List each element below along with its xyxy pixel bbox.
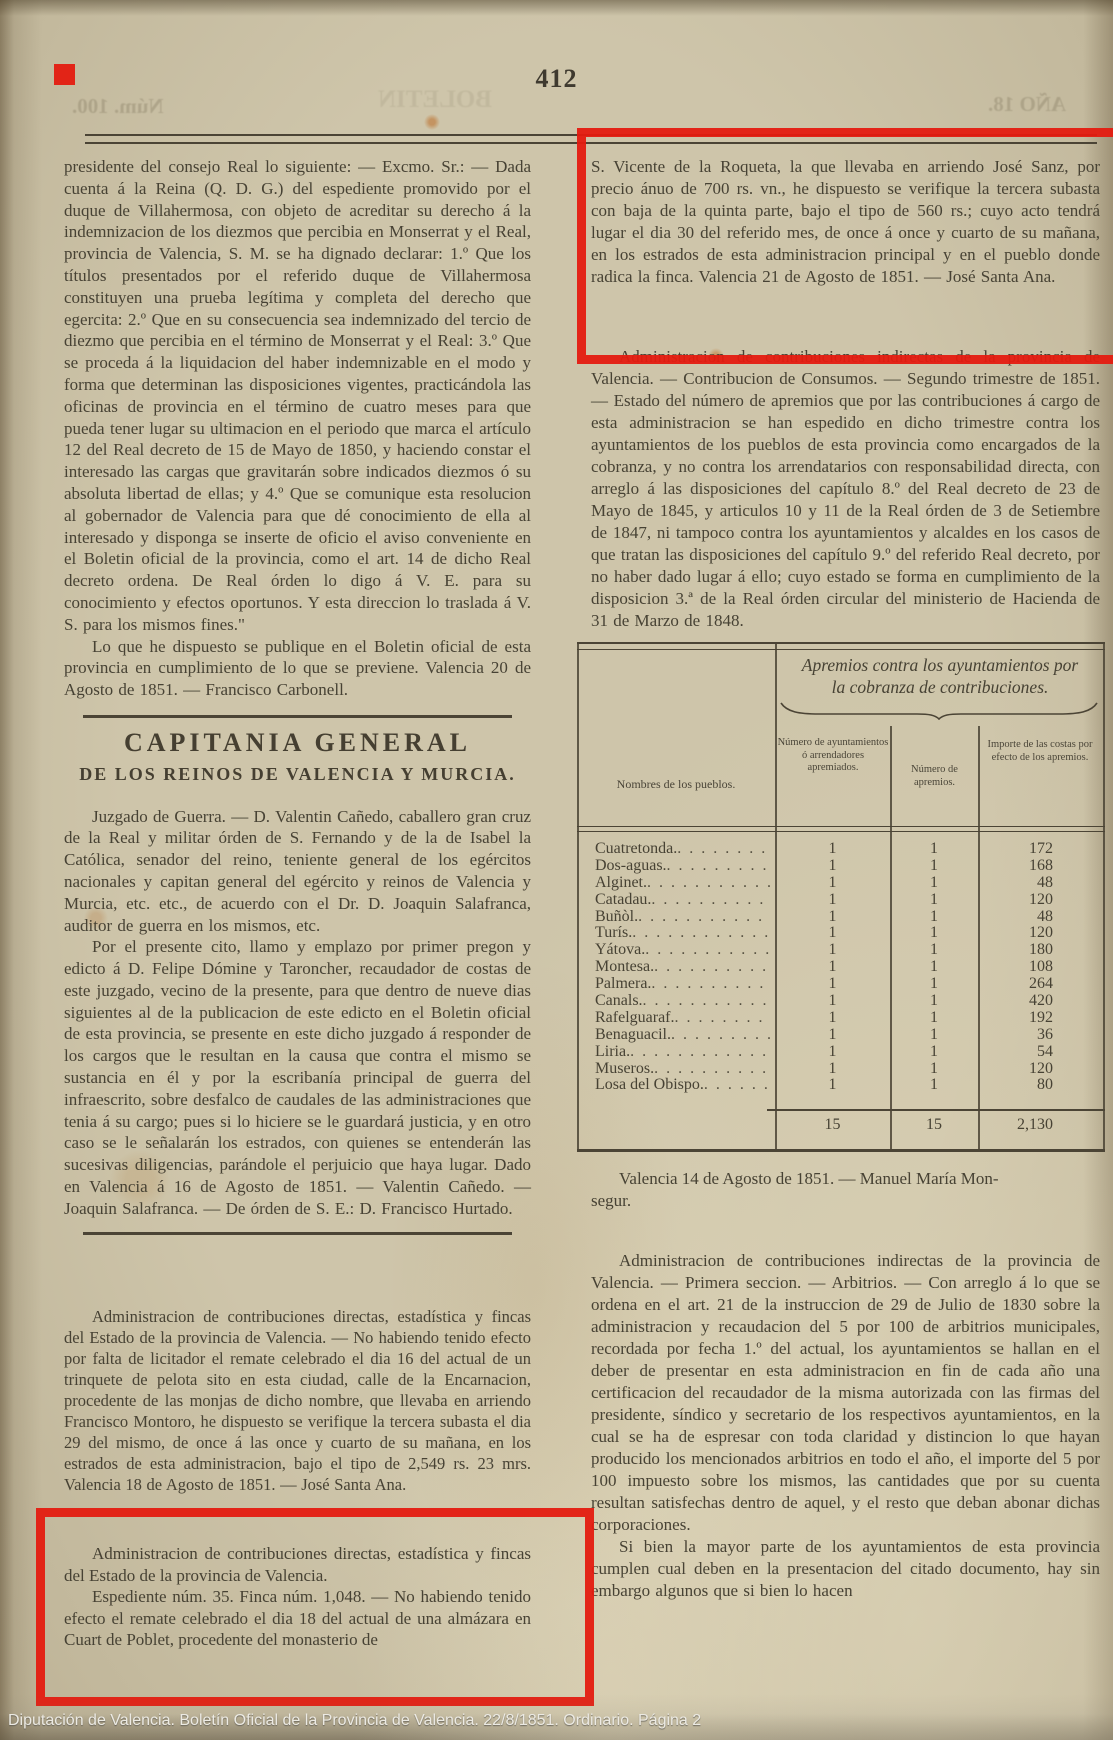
pueblo-name: Montesa. [595, 959, 655, 976]
table-cell: 108 [1029, 958, 1053, 976]
signature-block [591, 1168, 1100, 1212]
paragraph: Si bien la mayor parte de los ayuntamientos de esta provincia cumplen cual deben en la presentacion del citado documento, hay sin embargo algunos que si bien lo hacen [591, 1537, 1100, 1600]
span-header-line: la cobranza de contribuciones. [831, 677, 1049, 697]
table-cell: 48 [1037, 873, 1053, 891]
pueblo-name: Dos-aguas. [595, 857, 667, 874]
pueblo-name: Canals. [595, 993, 643, 1010]
footer-bar [0, 1694, 1113, 1740]
table-cell: 1 [930, 873, 938, 891]
table-cell: 1 [828, 924, 837, 942]
table-cell: 1 [828, 1059, 837, 1077]
dot-leader [654, 1061, 771, 1078]
table-cell: 120 [1029, 1059, 1053, 1077]
page-number: 412 [535, 64, 578, 93]
table-cell: 1 [930, 941, 938, 959]
table-top-rule [577, 642, 1105, 650]
left-column [64, 156, 531, 1235]
pueblo-name: Museros. [595, 1060, 655, 1077]
paragraph: Lo que he dispuesto se publique en el Boletin oficial de esta provincia en cumplimiento de lo que se previene. Valencia 20 de Agosto de 1851. — Francisco Carbonell. [64, 636, 531, 700]
dot-leader [647, 875, 771, 892]
table-row [577, 1010, 1105, 1027]
paragraph: Por el presente cito, llamo y emplazo por primer pregon y edicto á D. Felipe Dómine y Taroncher, recaudador de costas de este juzgado, vecino de la presente, para que dentro de nueve dias siguientes al de la publicacion de este edicto en el Boletin oficial de esta provincia, se presente en este dicho juzgado á responder de los cargos que le resultan en la causa que contra el mismo se sustancia en él y por la escribanía principal de guerra del infraescrito, sobre desfalco de caudales de las administraciones que tenia á su cargo; pues si lo hiciere se le guardará justicia, y en otro caso se le señalarán los estrados, con quienes se entenderán las sucesivas diligencias, parándole el perjuicio que haya lugar. Dado en Valencia á 16 de Agosto de 1851. — Valentin Cañedo. — Joaquin Salafranca. — De órden de S. E.: D. Francisco Hurtado. [64, 937, 531, 1218]
table-cell: 80 [1037, 1076, 1053, 1094]
section-divider-rule [83, 715, 513, 718]
total-importe: 2,130 [1017, 1116, 1053, 1133]
table-row [577, 1061, 1105, 1078]
bleed-through-text-center: BOLETIN [378, 86, 492, 113]
table-cell: 120 [1029, 924, 1053, 942]
dot-leader [654, 959, 771, 976]
table-cell: 1 [930, 856, 938, 874]
table-row [577, 993, 1105, 1010]
table-cell: 1 [930, 1025, 938, 1043]
dot-leader [651, 976, 771, 993]
masthead-rule [85, 134, 1097, 144]
column-header-pueblos: Nombres de los pueblos. [616, 777, 736, 791]
paragraph: presidente del consejo Real lo siguiente: — Excmo. Sr.: — Dada cuenta á la Reina (Q. D. G.) del espediente promovido por el duque de Villahermosa, con objeto de acreditar su derecho á la indemnizacion de los diezmos que percibia en Monserrat y el Real, provincia de Valencia, S. M. se ha dignado declarar: 1.º Que los títulos presentados por el referido duque de Villahermosa constituyen una prueba legítima y completa del derecho que egercita: 2.º Que en su consecuencia sea indemnizado del tercio de diezmo que percibia en el término de Monserrat y el Real: 3.º Que se proceda á la liquidacion del haber indemnizable en el modo y forma que determinan las disposiciones vigentes, practicándola las oficinas de provincia en el término de cuatro meses para que pueda tener lugar su ultimacion en el periodo que marca el artículo 12 del Real decreto de 15 de Mayo de 1850, y haciendo constar el interesado las cargas que gravitarán sobre indicados diezmos ó su absoluta libertad de ellas; y 4.º Que se comunique esta resolucion al gobernador de Valencia para que dé conocimiento de ella al interesado y disponga se inserte de oficio el aviso conveniente en el Boletin oficial de la provincia, como el art. 14 de dicho Real decreto ordena. De Real órden lo digo á V. E. para su conocimiento y efectos oportunos. Y esta direccion lo traslada á V. S. para los mismos fines." [64, 157, 531, 634]
table-cell: 1 [930, 992, 938, 1010]
table-row [577, 1044, 1105, 1061]
apremios-table [577, 642, 1105, 1154]
table-row [577, 875, 1105, 892]
table-cell: 1 [828, 992, 837, 1010]
table-cell: 36 [1037, 1025, 1053, 1043]
table-cell: 1 [930, 975, 938, 993]
dot-leader [704, 1077, 771, 1094]
table-cell: 1 [930, 907, 938, 925]
table-cell: 1 [930, 958, 938, 976]
pueblo-name: Benaguacil. [595, 1026, 671, 1043]
dot-leader [643, 993, 771, 1010]
signature-line: segur. [591, 1191, 632, 1210]
table-cell: 1 [828, 1042, 837, 1060]
paragraph: Administracion de contribuciones indirectas de la provincia de Valencia. — Contribucion de Consumos. — Segundo trimestre de 1851. — Estado del número de apremios que por las contribuciones á cargo de esta administracion se han espedido en dicho trimestre contra los ayuntamientos de los pueblos de esta provincia como encargados de la cobranza, y no contra los arrendatarios con responsabilidad directa, con arreglo á las disposiciones del capítulo 8.º del Real decreto de 23 de Mayo de 1845, y articulos 10 y 11 de la Real órden de 3 de Setiembre de 1847, ni tampoco contra los ayuntamientos y alcaldes en los casos de que tratan las disposiciones del capítulo 9.º del referido Real decreto, por no haber dado lugar á ello; cuyo estado se forma en cumplimiento de la disposicion 3.ª de la Real órden circular del ministerio de Hacienda de 31 de Marzo de 1848. [591, 347, 1100, 630]
pueblo-name: Catadau. [595, 891, 652, 908]
paragraph: Administracion de contribuciones directas, estadística y fincas del Estado de la provincia de Valencia. — No habiendo tenido efecto por falta de licitador el remate celebrado el dia 16 del actual de un trinquete de pelota sito en esta ciudad, calle de la Encarnacion, procedente de las monjas de dicho nombre, que llevaba en arriendo Francisco Montoro, he dispuesto se verifique la tercera subasta el dia 29 del mismo, de once á las once y cuarto de su mañana, en los estrados de esta administracion, bajo el tipo de 2,549 rs. 23 mrs. Valencia 18 de Agosto de 1851. — José Santa Ana. [64, 1307, 531, 1494]
table-cell: 1 [828, 873, 837, 891]
paragraph: Juzgado de Guerra. — D. Valentin Cañedo, caballero gran cruz de la Real y militar órden de S. Fernando y de la de Isabel la Católica, senador del reino, teniente general de los egércitos nacionales y capitan general del egército y reinos de Valencia y Murcia, etc. etc., de acuerdo con el Dr. D. Joaquin Salafranca, auditor de guerra en los mismos, etc. [64, 806, 531, 935]
annotation-red-marker [54, 64, 75, 85]
table-cell: 1 [828, 958, 837, 976]
table-cell: 1 [930, 1008, 938, 1026]
pueblo-name: Liria. [595, 1043, 631, 1060]
pueblo-name: Palmera. [595, 976, 652, 993]
column-header-apremios: Número de apremios. [911, 764, 958, 788]
paragraph: Administracion de contribuciones indirectas de la provincia de Valencia. — Primera seccion. — Arbitrios. — Con arreglo á lo que se ordena en el art. 21 de la instruccion de 29 de Julio de 1830 sobre la administracion y recaudacion del 5 por 100 de arbitrios municipales, recordada por fecha 1.º del actual, los ayuntamientos se hallan en el deber de presentar en esta administracion en fin de cada año una certificacion del recaudador de la misma autorizada con las firmas del presidente, síndico y secretario de los respectivos ayuntamientos, en la cual se ha de espresar con toda claridad y distincion lo que hayan producido los mencionados arbitrios en todo el año, el importe del 5 por 100 impuesto sobre los mismos, las cantidades que por su cuenta resultan satisfechas dentro de aquel, y el resto que deban abonar dichas corporaciones. [591, 1251, 1100, 1534]
table-row [577, 858, 1105, 875]
table-row [577, 1027, 1105, 1044]
table-row [577, 925, 1105, 942]
pueblo-name: Alginet. [595, 874, 647, 891]
dot-leader [630, 1044, 771, 1061]
table-row [577, 841, 1105, 858]
bleed-through-text-right: AÑO 18. [988, 92, 1067, 116]
table-cell: 1 [930, 1076, 938, 1094]
dot-leader [632, 925, 771, 942]
right-column [591, 156, 1100, 1602]
table-cell: 48 [1037, 907, 1053, 925]
dot-leader [667, 858, 771, 875]
table-row [577, 909, 1105, 926]
dot-leader [645, 942, 771, 959]
table-cell: 1 [828, 907, 837, 925]
column-header-ayuntamientos: Número de ayuntamientos ó arrendadores apremiados. [777, 737, 889, 773]
table-row [577, 976, 1105, 993]
brace-decoration [779, 702, 1099, 720]
table-cell: 1 [930, 1059, 938, 1077]
table-row [577, 942, 1105, 959]
highlighted-paragraph: S. Vicente de la Roqueta, la que llevaba en arriendo José Sanz, por precio ánuo de 700 rs. vn., he dispuesto se verifique la tercera subasta con baja de la quinta parte, bajo el tipo de 560 rs.; cuyo acto tendrá lugar el dia 30 del referido mes, de once á once y cuarto de su mañana, en los estrados de esta administracion principal y en el pueblo donde radica la finca. Valencia 21 de Agosto de 1851. — José Santa Ana. [591, 157, 1100, 286]
table-rows [577, 841, 1105, 1094]
pueblo-name: Buñòl. [595, 908, 639, 925]
totals-rule [767, 1109, 1105, 1111]
highlighted-paragraph: Administracion de contribuciones directas, estadística y fincas del Estado de la provincia de Valencia. [64, 1544, 531, 1585]
pueblo-name: Turís. [595, 925, 633, 942]
table-cell: 1 [828, 1025, 837, 1043]
table-cell: 1 [828, 890, 837, 908]
section-divider-rule [83, 1232, 513, 1235]
total-apremios: 15 [926, 1116, 942, 1133]
dot-leader [638, 909, 771, 926]
table-row [577, 959, 1105, 976]
table-cell: 1 [930, 840, 938, 857]
table-cell: 54 [1037, 1042, 1053, 1060]
table-cell: 1 [930, 1042, 938, 1060]
table-cell: 264 [1029, 975, 1053, 993]
table-cell: 1 [930, 924, 938, 942]
highlighted-paragraph: Espediente núm. 35. Finca núm. 1,048. — No habiendo tenido efecto el remate celebrado el dia 18 del actual de una almázara en Cuart de Poblet, procedente del monasterio de [64, 1587, 531, 1649]
table-span-header [775, 654, 1105, 698]
table-header-rule [577, 826, 1105, 832]
table-cell: 168 [1029, 856, 1053, 874]
table-cell: 1 [828, 975, 837, 993]
table-row [577, 892, 1105, 909]
column-header-importe: Importe de las costas por efecto de los apremios. [987, 739, 1093, 763]
dot-leader [671, 1027, 771, 1044]
pueblo-name: Rafelguaraf. [595, 1009, 675, 1026]
table-cell: 172 [1029, 840, 1053, 857]
bleed-through-text-left: Núm. 100. [72, 94, 164, 118]
table-cell: 192 [1029, 1008, 1053, 1026]
total-ayuntamientos: 15 [824, 1116, 841, 1133]
table-row [577, 1077, 1105, 1094]
dot-leader [675, 1010, 771, 1027]
footer-citation-text: Diputación de Valencia. Boletín Oficial de la Provincia de Valencia. 22/8/1851. Ordinario. Página 2 [8, 1712, 702, 1729]
dot-leader [677, 841, 771, 858]
pueblo-name: Yátova. [595, 942, 646, 959]
table-cell: 180 [1029, 941, 1053, 959]
table-cell: 420 [1029, 992, 1053, 1010]
span-header-line: Apremios contra los ayuntamientos por [801, 655, 1079, 675]
signature-line: Valencia 14 de Agosto de 1851. — Manuel María Mon- [619, 1169, 999, 1188]
section-subheading: DE LOS REINOS DE VALENCIA Y MURCIA. [79, 763, 516, 784]
table-bottom-rule [577, 1149, 1105, 1152]
table-cell: 1 [828, 941, 837, 959]
pueblo-name: Losa del Obispo. [595, 1077, 704, 1094]
table-cell: 1 [930, 890, 938, 908]
pueblo-name: Cuatretonda. [595, 841, 678, 857]
dot-leader [651, 892, 771, 909]
table-cell: 1 [828, 1076, 837, 1094]
table-cell: 120 [1029, 890, 1053, 908]
table-cell: 1 [828, 856, 837, 874]
table-cell: 1 [828, 840, 837, 857]
table-cell: 1 [828, 1008, 837, 1026]
section-heading: CAPITANIA GENERAL [123, 727, 472, 757]
